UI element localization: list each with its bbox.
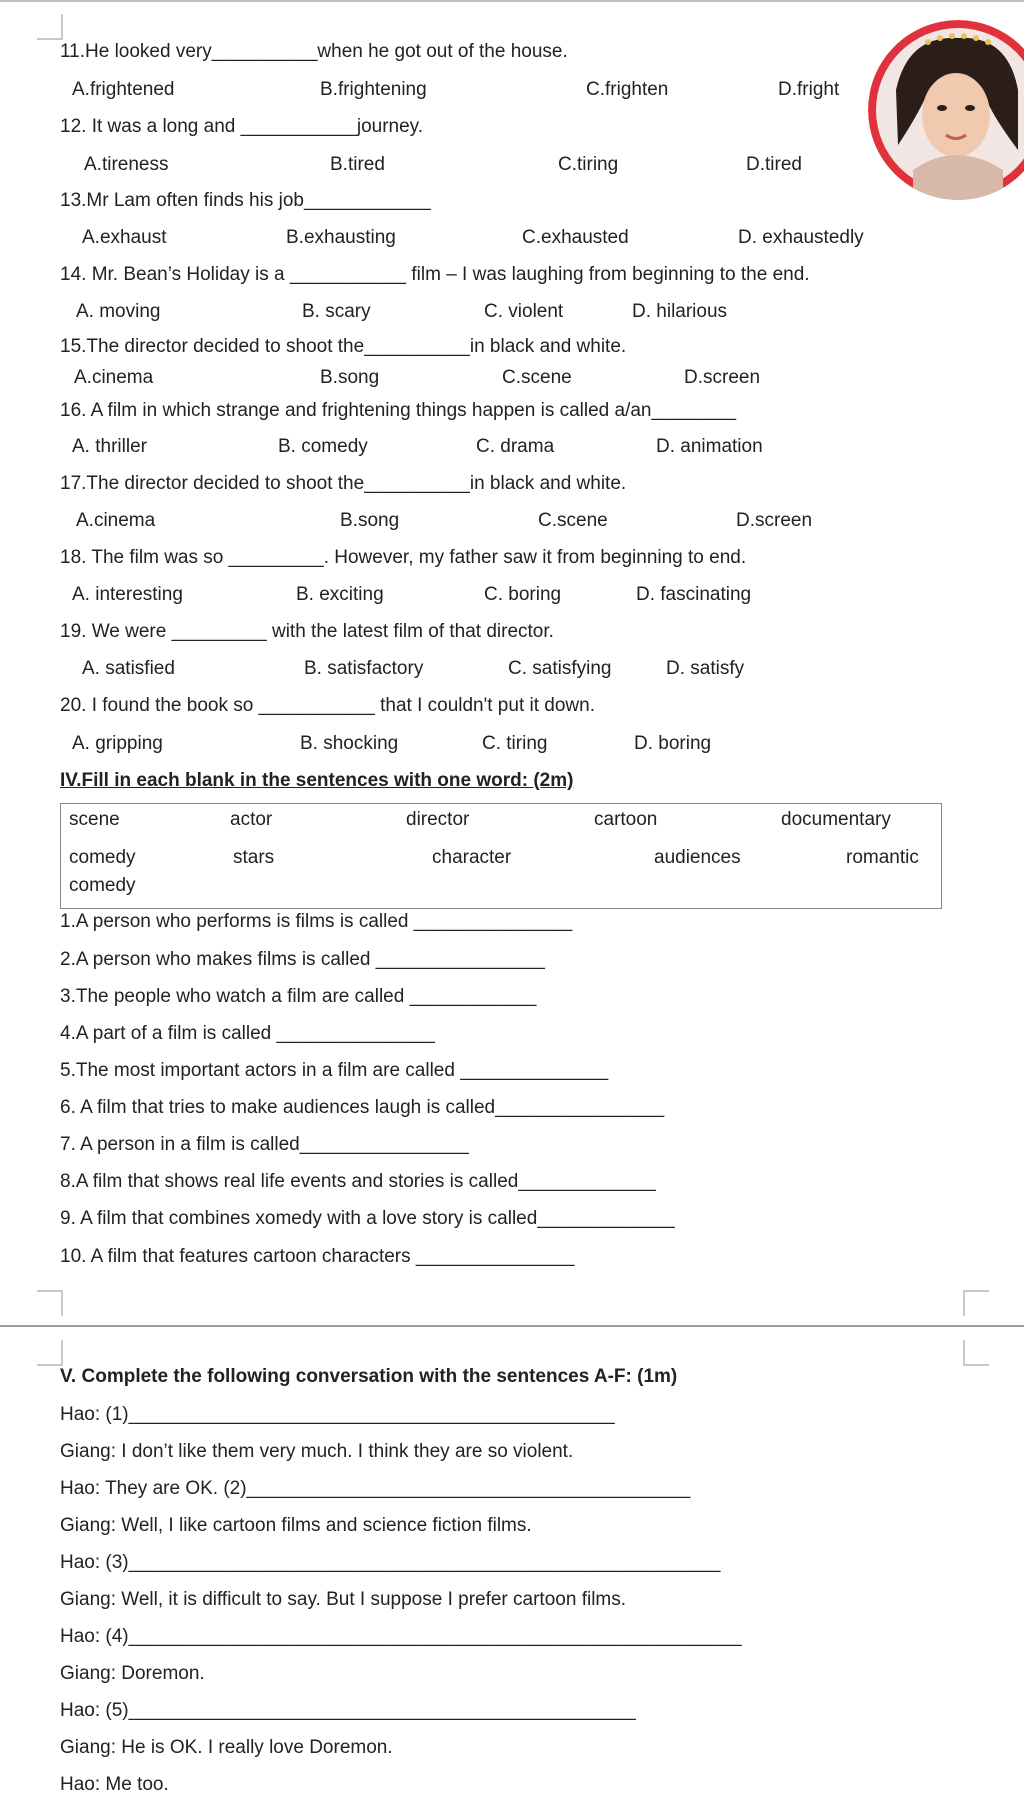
option-d: D.screen xyxy=(736,510,813,531)
word-bank-item: cartoon xyxy=(594,809,658,830)
dialogue-line: Hao: (1)______________________________________________ xyxy=(60,1404,615,1425)
dialogue-line: Giang: I don’t like them very much. I think they are so violent. xyxy=(60,1441,574,1462)
fill-item: 7. A person in a film is called________________ xyxy=(60,1134,469,1155)
option-d: D. animation xyxy=(656,436,763,457)
option-c: C. tiring xyxy=(482,733,548,754)
option-a: A. moving xyxy=(76,301,161,322)
option-c: C.exhausted xyxy=(522,227,629,248)
option-a: A. thriller xyxy=(72,436,147,457)
word-bank-item: character xyxy=(432,847,512,868)
dialogue-line: Hao: (5)________________________________________________ xyxy=(60,1700,636,1721)
section-4-heading: IV.Fill in each blank in the sentences with one word: (2m) xyxy=(60,770,574,791)
option-b: B.song xyxy=(340,510,400,531)
option-c: C.frighten xyxy=(586,79,669,100)
option-d: D.screen xyxy=(684,367,761,388)
question-stem: 16. A film in which strange and frightening things happen is called a/an________ xyxy=(60,400,737,421)
page-corner-mark xyxy=(37,1290,63,1316)
question-stem: 17.The director decided to shoot the__________in black and white. xyxy=(60,473,627,494)
option-d: D.fright xyxy=(778,79,840,100)
option-c: C. drama xyxy=(476,436,555,457)
dialogue-line: Hao: (4)__________________________________________________________ xyxy=(60,1626,742,1647)
option-a: A.cinema xyxy=(74,367,154,388)
option-b: B. satisfactory xyxy=(304,658,424,679)
question-stem: 11.He looked very__________when he got out of the house. xyxy=(60,41,568,62)
option-a: A. interesting xyxy=(72,584,183,605)
fill-item: 8.A film that shows real life events and stories is called_____________ xyxy=(60,1171,656,1192)
dialogue-line: Giang: He is OK. I really love Doremon. xyxy=(60,1737,393,1758)
option-a: A.cinema xyxy=(76,510,156,531)
fill-item: 1.A person who performs is films is called _______________ xyxy=(60,911,573,932)
word-bank-item: scene xyxy=(69,809,120,830)
option-a: A.frightened xyxy=(72,79,175,100)
page-corner-mark xyxy=(963,1290,989,1316)
fill-item: 9. A film that combines xomedy with a love story is called_____________ xyxy=(60,1208,675,1229)
option-a: A. gripping xyxy=(72,733,163,754)
question-stem: 18. The film was so _________. However, my father saw it from beginning to end. xyxy=(60,547,747,568)
option-d: D.tired xyxy=(746,154,802,175)
option-d: D. satisfy xyxy=(666,658,745,679)
option-b: B.frightening xyxy=(320,79,427,100)
option-b: B. scary xyxy=(302,301,371,322)
option-a: A. satisfied xyxy=(82,658,175,679)
question-stem: 12. It was a long and ___________journey. xyxy=(60,116,424,137)
dialogue-line: Giang: Well, it is difficult to say. But I suppose I prefer cartoon films. xyxy=(60,1589,627,1610)
option-c: C.scene xyxy=(538,510,608,531)
fill-item: 10. A film that features cartoon characters _______________ xyxy=(60,1246,575,1267)
question-stem: 20. I found the book so ___________ that I couldn't put it down. xyxy=(60,695,595,716)
question-stem: 15.The director decided to shoot the__________in black and white. xyxy=(60,336,627,357)
top-border xyxy=(0,0,1024,2)
fill-item: 6. A film that tries to make audiences laugh is called________________ xyxy=(60,1097,665,1118)
option-d: D. exhaustedly xyxy=(738,227,864,248)
fill-item: 4.A part of a film is called _______________ xyxy=(60,1023,435,1044)
question-stem: 19. We were _________ with the latest film of that director. xyxy=(60,621,554,642)
word-bank-item: comedy xyxy=(69,847,136,868)
option-d: D. boring xyxy=(634,733,712,754)
profile-avatar xyxy=(868,20,1024,200)
word-bank-item: actor xyxy=(230,809,273,830)
option-c: C.scene xyxy=(502,367,572,388)
option-c: C. satisfying xyxy=(508,658,612,679)
fill-item: 2.A person who makes films is called ________________ xyxy=(60,949,545,970)
word-bank-item: stars xyxy=(233,847,275,868)
word-bank-item: romantic xyxy=(846,847,919,868)
option-b: B.tired xyxy=(330,154,385,175)
option-c: C.tiring xyxy=(558,154,619,175)
word-bank-item: audiences xyxy=(654,847,741,868)
dialogue-line: Hao: They are OK. (2)__________________________________________ xyxy=(60,1478,691,1499)
option-c: C. boring xyxy=(484,584,562,605)
word-bank-item: director xyxy=(406,809,470,830)
dialogue-line: Hao: (3)________________________________________________________ xyxy=(60,1552,721,1573)
page-break xyxy=(0,1325,1024,1327)
option-a: A.tireness xyxy=(84,154,169,175)
word-bank-box xyxy=(60,803,942,909)
option-b: B. comedy xyxy=(278,436,368,457)
word-bank-item: comedy xyxy=(69,875,136,896)
page-corner-mark xyxy=(963,1340,989,1366)
option-c: C. violent xyxy=(484,301,564,322)
option-b: B.exhausting xyxy=(286,227,396,248)
dialogue-line: Giang: Well, I like cartoon films and science fiction films. xyxy=(60,1515,532,1536)
question-stem: 14. Mr. Bean’s Holiday is a ___________ film – I was laughing from beginning to the end. xyxy=(60,264,810,285)
option-d: D. fascinating xyxy=(636,584,752,605)
dialogue-line: Giang: Doremon. xyxy=(60,1663,205,1684)
fill-item: 3.The people who watch a film are called ____________ xyxy=(60,986,537,1007)
option-a: A.exhaust xyxy=(82,227,167,248)
dialogue-line: Hao: Me too. xyxy=(60,1774,169,1795)
page-corner-mark xyxy=(37,1340,63,1366)
section-5-heading: V. Complete the following conversation with the sentences A-F: (1m) xyxy=(60,1366,678,1387)
option-b: B.song xyxy=(320,367,380,388)
option-b: B. shocking xyxy=(300,733,399,754)
option-d: D. hilarious xyxy=(632,301,728,322)
question-stem: 13.Mr Lam often finds his job____________ xyxy=(60,190,431,211)
fill-item: 5.The most important actors in a film are called ______________ xyxy=(60,1060,609,1081)
page-corner-mark xyxy=(37,14,63,40)
option-b: B. exciting xyxy=(296,584,384,605)
word-bank-item: documentary xyxy=(781,809,891,830)
